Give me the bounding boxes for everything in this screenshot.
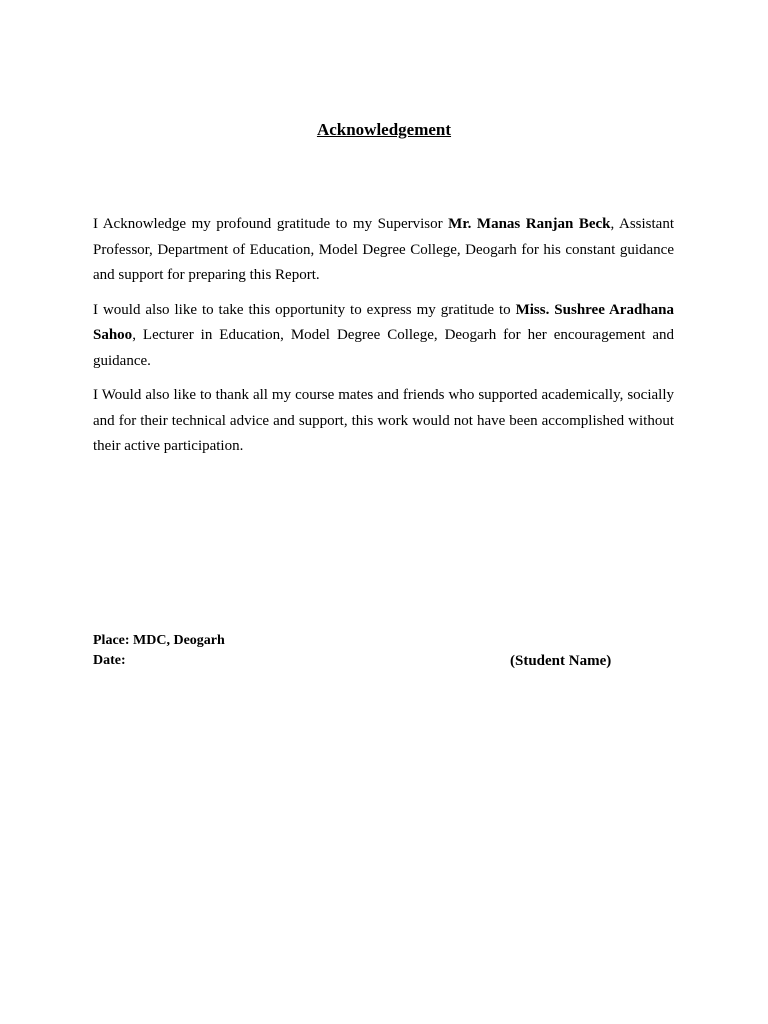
- paragraph-text: , Assistant Professor, Department of Education, Model Degree College, Deogarh for his constant guidance and support for preparing this Report.: [93, 216, 675, 283]
- date-label: Date:: [93, 653, 126, 668]
- paragraph-text: I would also like to take this opportunity to express my gratitude to: [93, 301, 516, 318]
- place-row: [93, 631, 674, 651]
- paragraph-lecturer: [93, 298, 674, 375]
- place-label: Place: MDC, Deogarh: [93, 633, 225, 648]
- supervisor-name: Mr. Manas Ranjan Beck: [448, 216, 611, 232]
- document-body: [93, 212, 674, 469]
- paragraph-friends: [93, 383, 674, 460]
- page-title-text: Acknowledgement: [316, 120, 452, 139]
- lecturer-name: Miss. Sushree Aradhana Sahoo: [93, 301, 674, 343]
- signature-block: [93, 631, 674, 671]
- student-name-label: (Student Name): [510, 653, 612, 669]
- paragraph-text: I Would also like to thank all my course mates and friends who supported academically, socially and for their technical advice and support, this work would not have been accomplished without their active participation.: [93, 387, 674, 454]
- date-row: [93, 651, 674, 671]
- paragraph-text: I Acknowledge my profound gratitude to my Supervisor: [93, 216, 449, 232]
- paragraph-supervisor: [93, 212, 674, 289]
- page-title: [0, 119, 768, 141]
- paragraph-text: , Lecturer in Education, Model Degree College, Deogarh for her encouragement and guidance.: [93, 327, 674, 369]
